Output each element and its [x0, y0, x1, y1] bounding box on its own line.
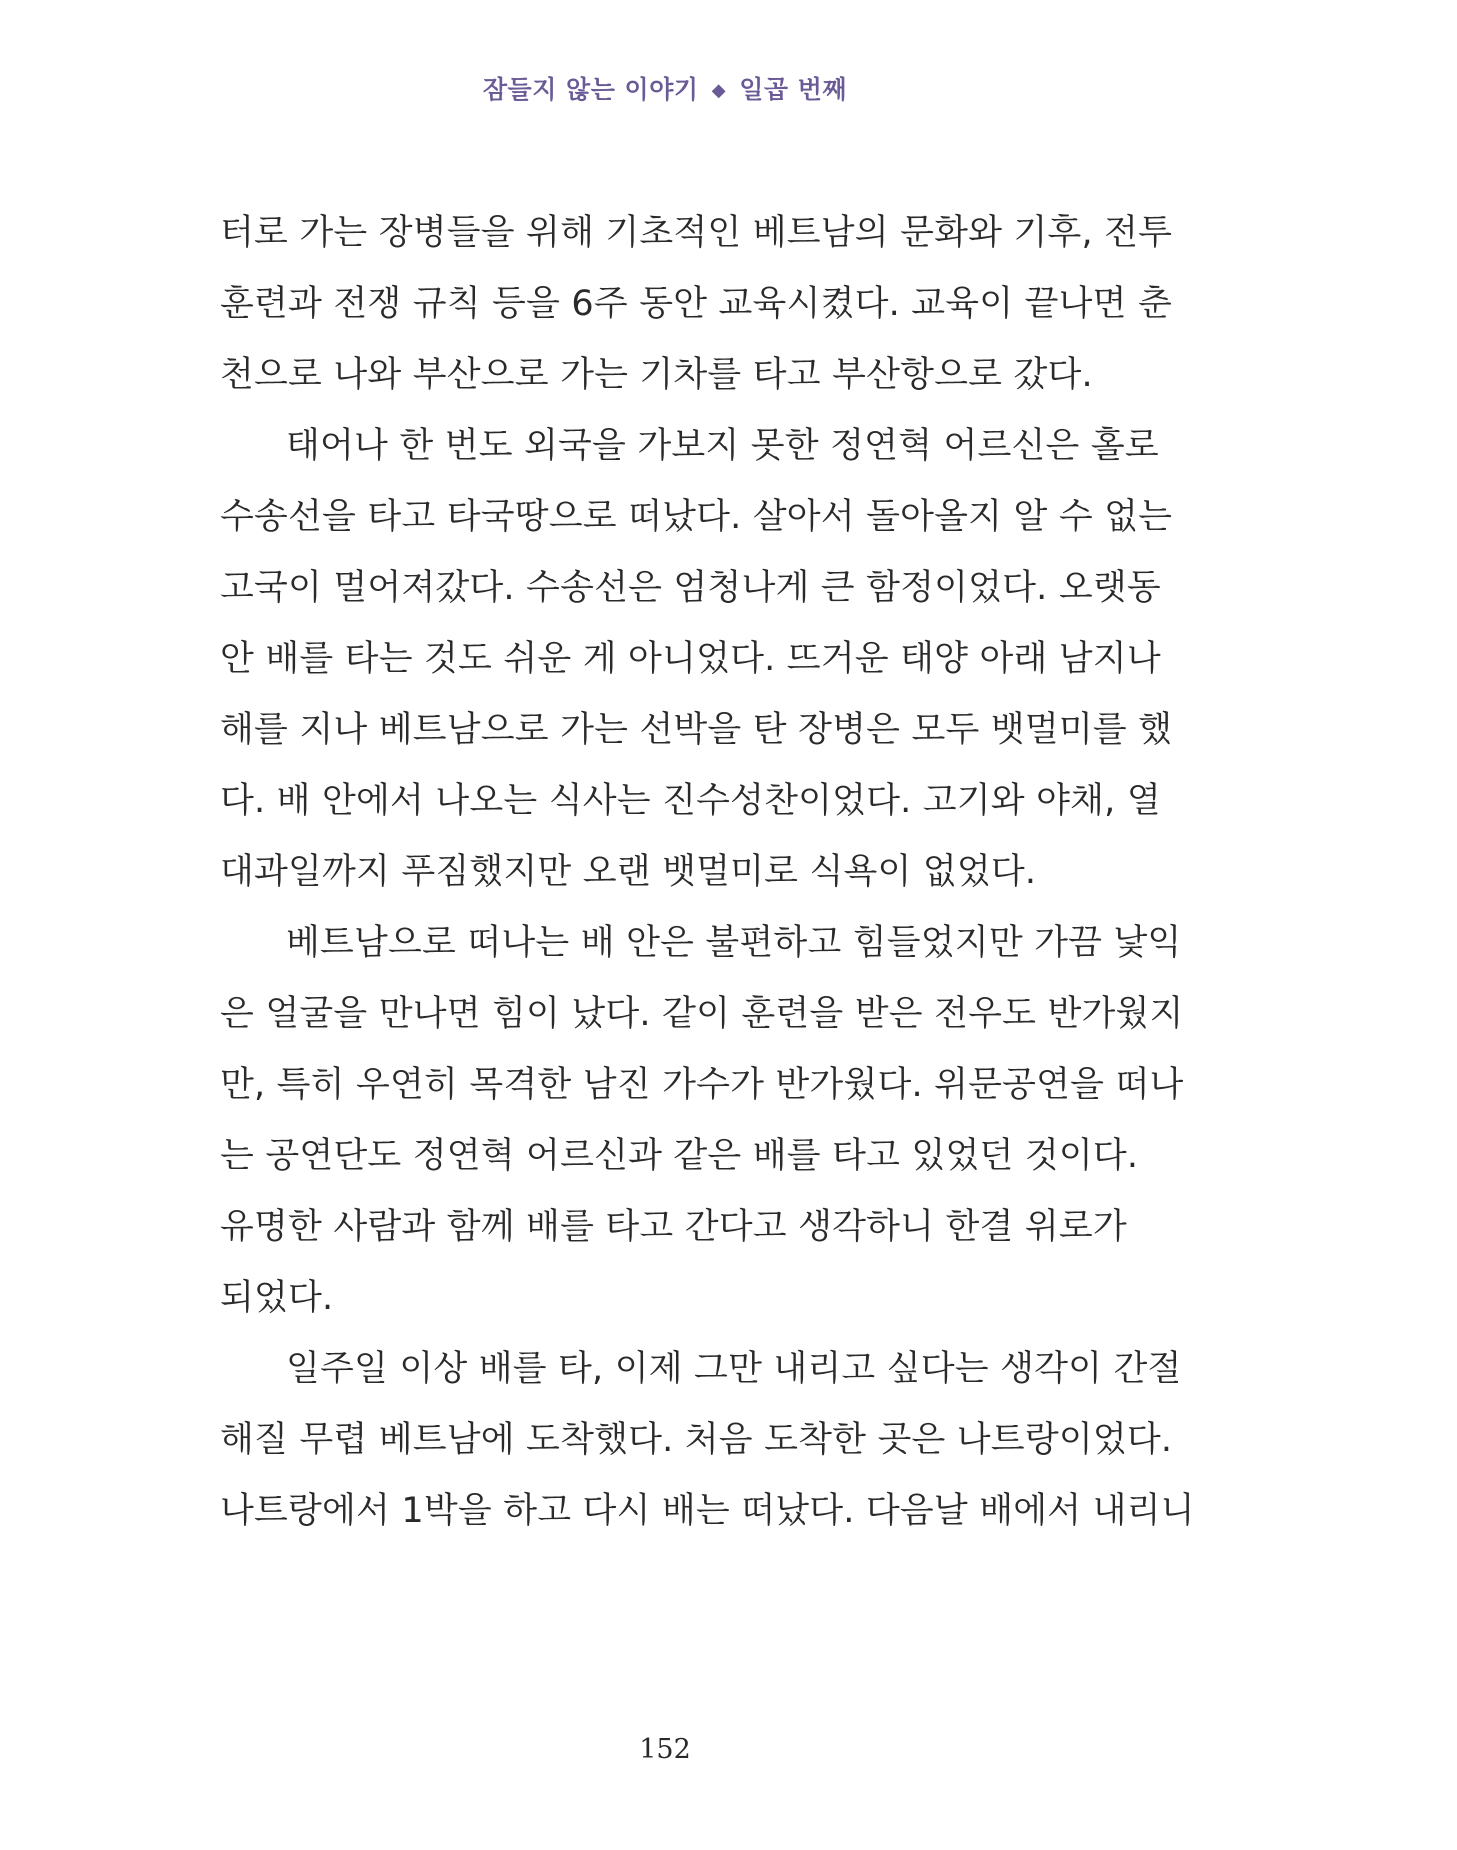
paragraph [220, 1334, 1195, 1547]
text-line: 고국이 멀어져갔다. 수송선은 엄청나게 큰 함정이었다. 오랫동 [220, 568, 1161, 608]
book-title: 잠들지 않는 이야기 [482, 75, 699, 104]
paragraph [220, 908, 1184, 1334]
text-line: 안 배를 타는 것도 쉬운 게 아니었다. 뜨거운 태양 아래 남지나 [220, 639, 1161, 679]
text-line: 천으로 나와 부산으로 가는 기차를 타고 부산항으로 갔다. [220, 355, 1093, 395]
text-line: 는 공연단도 정연혁 어르신과 같은 배를 타고 있었던 것이다. [220, 1136, 1139, 1176]
text-line: 해를 지나 베트남으로 가는 선박을 탄 장병은 모두 뱃멀미를 했 [220, 710, 1173, 750]
text-line: 훈련과 전쟁 규칙 등을 6주 동안 교육시켰다. 교육이 끝나면 춘 [220, 284, 1172, 324]
text-line: 은 얼굴을 만나면 힘이 났다. 같이 훈련을 받은 전우도 반가웠지 [220, 994, 1184, 1034]
chapter-title: 일곱 번째 [739, 75, 848, 104]
text-line: 태어나 한 번도 외국을 가보지 못한 정연혁 어르신은 홀로 [286, 426, 1159, 466]
paragraph [220, 198, 1173, 411]
paragraph [220, 411, 1173, 908]
text-line: 유명한 사람과 함께 배를 타고 간다고 생각하니 한결 위로가 [220, 1207, 1127, 1247]
text-line: 베트남으로 떠나는 배 안은 불편하고 힘들었지만 가끔 낯익 [286, 923, 1182, 963]
text-line: 일주일 이상 배를 타, 이제 그만 내리고 싶다는 생각이 간절 [286, 1349, 1182, 1389]
text-line: 되었다. [220, 1278, 334, 1318]
text-line: 만, 특히 우연히 목격한 남진 가수가 반가웠다. 위문공연을 떠나 [220, 1065, 1184, 1105]
text-line: 수송선을 타고 타국땅으로 떠났다. 살아서 돌아올지 알 수 없는 [220, 497, 1173, 537]
text-line: 다. 배 안에서 나오는 식사는 진수성찬이었다. 고기와 야채, 열 [220, 781, 1161, 821]
page-number: 152 [639, 1734, 691, 1765]
text-line: 해질 무렵 베트남에 도착했다. 처음 도착한 곳은 나트랑이었다. [220, 1420, 1173, 1460]
text-line: 나트랑에서 1박을 하고 다시 배는 떠났다. 다음날 배에서 내리니 [220, 1491, 1195, 1531]
text-line: 터로 가는 장병들을 위해 기초적인 베트남의 문화와 기후, 전투 [220, 213, 1173, 253]
diamond-separator-icon: ◆ [711, 80, 727, 101]
running-header [0, 70, 1330, 106]
text-line: 대과일까지 푸짐했지만 오랜 뱃멀미로 식욕이 없었다. [220, 852, 1037, 892]
body-text [220, 198, 1195, 1547]
